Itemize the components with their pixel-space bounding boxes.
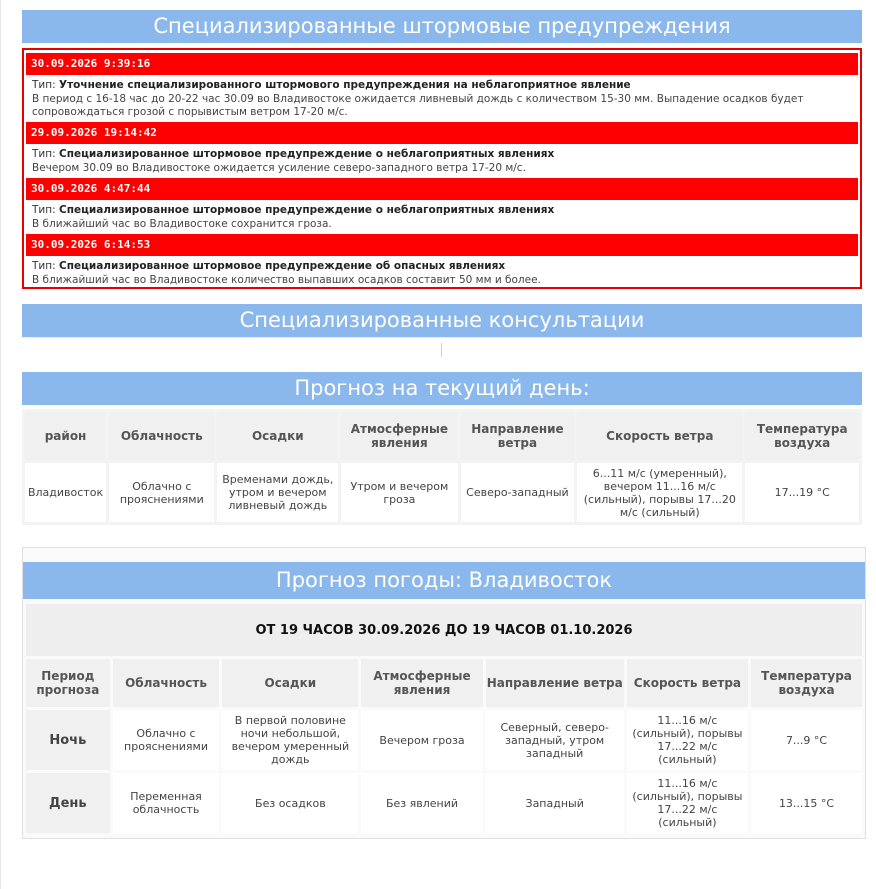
table-cell: 11...16 м/с (сильный), порывы 17...22 м/с (сильный) bbox=[627, 710, 748, 770]
warning-text: Вечером 30.09 во Владивостоке ожидается усиление северо-западного ветра 17-20 м/с. bbox=[32, 162, 526, 174]
column-header: Атмосферные явления bbox=[341, 412, 458, 460]
table-header-row bbox=[26, 659, 862, 707]
column-header: Облачность bbox=[109, 412, 214, 460]
warning-time: 30.09.2026 9:39:16 bbox=[26, 53, 858, 75]
warning-item bbox=[24, 53, 860, 119]
column-header: Температура воздуха bbox=[745, 412, 859, 460]
table-header-row bbox=[25, 412, 859, 460]
consultations-empty-marker bbox=[441, 343, 442, 357]
column-header: Период прогноза bbox=[26, 659, 110, 707]
table-cell: Владивосток bbox=[25, 463, 106, 522]
table-cell: 13...15 °C bbox=[751, 773, 862, 833]
city-forecast-table bbox=[23, 601, 865, 836]
table-cell: 11...16 м/с (сильный), порывы 17...22 м/с (сильный) bbox=[627, 773, 748, 833]
table-cell: Временами дождь, утром и вечером ливневый дождь bbox=[217, 463, 338, 522]
table-cell: Облачно с прояснениями bbox=[109, 463, 214, 522]
table-cell: Западный bbox=[486, 773, 624, 833]
table-cell: 17...19 °C bbox=[745, 463, 859, 522]
page-left-border bbox=[0, 0, 1, 889]
table-cell: Без осадков bbox=[222, 773, 358, 833]
period-label: День bbox=[26, 773, 110, 833]
period-label: Ночь bbox=[26, 710, 110, 770]
table-cell: Переменная облачность bbox=[113, 773, 220, 833]
warning-type bbox=[24, 200, 860, 217]
column-header: Температура воздуха bbox=[751, 659, 862, 707]
warning-type-label: Тип: bbox=[32, 204, 56, 216]
city-forecast-title: Прогноз погоды: Владивосток bbox=[23, 562, 865, 599]
warning-time: 29.09.2026 19:14:42 bbox=[26, 122, 858, 144]
consultations-title: Специализированные консультации bbox=[22, 304, 862, 337]
warning-type-label: Тип: bbox=[32, 79, 56, 91]
table-cell: Утром и вечером гроза bbox=[341, 463, 458, 522]
city-forecast-panel bbox=[22, 547, 866, 839]
table-row bbox=[25, 463, 859, 522]
today-forecast-table bbox=[22, 409, 862, 525]
today-forecast-title: Прогноз на текущий день: bbox=[22, 372, 862, 405]
storm-warnings-panel bbox=[22, 48, 862, 289]
table-cell: 7...9 °C bbox=[751, 710, 862, 770]
column-header: Направление ветра bbox=[486, 659, 624, 707]
column-header: Атмосферные явления bbox=[361, 659, 482, 707]
warning-type-value: Специализированное штормовое предупреждение о неблагоприятных явлениях bbox=[58, 148, 555, 160]
warning-text: В период с 16-18 час до 20-22 час 30.09 во Владивостоке ожидается ливневый дождь с количеством 15-30 мм. Выпадение осадков будет сопровождаться грозой с порывистым ветром 17-20 м/с. bbox=[32, 93, 804, 118]
column-header: Облачность bbox=[113, 659, 220, 707]
warning-time: 30.09.2026 4:47:44 bbox=[26, 178, 858, 200]
warning-type bbox=[24, 256, 860, 273]
table-cell: Северо-западный bbox=[461, 463, 575, 522]
warning-item bbox=[24, 234, 860, 287]
table-row bbox=[26, 710, 862, 770]
column-header: Осадки bbox=[222, 659, 358, 707]
forecast-period: ОТ 19 ЧАСОВ 30.09.2026 ДО 19 ЧАСОВ 01.10.2026 bbox=[26, 604, 862, 656]
warning-type bbox=[24, 144, 860, 161]
column-header: Скорость ветра bbox=[627, 659, 748, 707]
table-cell: 6...11 м/с (умеренный), вечером 11...16 м/с (сильный), порывы 17...20 м/с (сильный) bbox=[577, 463, 742, 522]
column-header: район bbox=[25, 412, 106, 460]
table-cell: Вечером гроза bbox=[361, 710, 482, 770]
warning-text: В ближайший час во Владивостоке количество выпавших осадков составит 50 мм и более. bbox=[32, 274, 541, 286]
period-row bbox=[26, 604, 862, 656]
table-cell: Без явлений bbox=[361, 773, 482, 833]
column-header: Скорость ветра bbox=[577, 412, 742, 460]
consultations-divider bbox=[22, 337, 862, 338]
table-cell: Облачно с прояснениями bbox=[113, 710, 220, 770]
warning-type-value: Специализированное штормовое предупреждение об опасных явлениях bbox=[58, 260, 506, 272]
table-cell: Северный, северо-западный, утром западный bbox=[486, 710, 624, 770]
warning-type-value: Уточнение специализированного штормового предупреждения на неблагоприятное явление bbox=[58, 79, 631, 91]
table-cell: В первой половине ночи небольшой, вечером умеренный дождь bbox=[222, 710, 358, 770]
column-header: Осадки bbox=[217, 412, 338, 460]
warning-item bbox=[24, 122, 860, 175]
warning-time: 30.09.2026 6:14:53 bbox=[26, 234, 858, 256]
table-row bbox=[26, 773, 862, 833]
warning-text: В ближайший час во Владивостоке сохранится гроза. bbox=[32, 218, 332, 230]
warning-type-label: Тип: bbox=[32, 148, 56, 160]
warning-type bbox=[24, 75, 860, 92]
warning-type-label: Тип: bbox=[32, 260, 56, 272]
warning-item bbox=[24, 178, 860, 231]
storm-warnings-title: Специализированные штормовые предупреждения bbox=[22, 10, 862, 43]
warning-type-value: Специализированное штормовое предупреждение о неблагоприятных явлениях bbox=[58, 204, 555, 216]
column-header: Направление ветра bbox=[461, 412, 575, 460]
